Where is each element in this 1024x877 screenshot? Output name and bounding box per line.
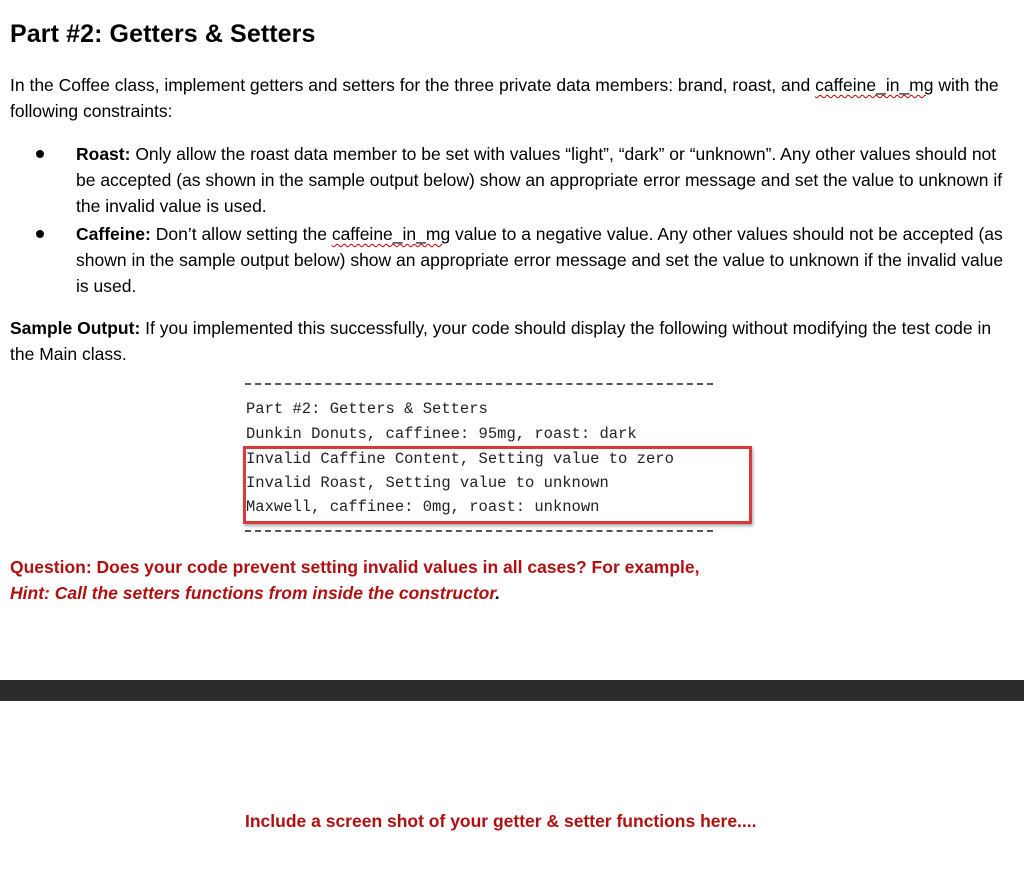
intro-text-before: In the Coffee class, implement getters and setters for the three private data members: brand, roast, and (10, 75, 816, 95)
highlight-box (243, 446, 752, 524)
caffeine-text-after: value to a negative value. Any other values should not be accepted (as shown in the sample output below) show an appropriate error message and set the value to unknown if the invalid value is used. (76, 224, 1004, 296)
roast-text: Only allow the roast data member to be set with values “light”, “dark” or “unknown”. Any other values should not be accepted (as shown in the sample output below) show an appropriate error message and set the value to unknown if the invalid value is used. (76, 144, 1003, 216)
page-separator-bar (0, 680, 1024, 701)
question-text: Question: Does your code prevent setting invalid values in all cases? For example, (10, 557, 700, 577)
console-divider-bottom (245, 530, 713, 532)
constraints-list (0, 141, 1010, 301)
sample-output-text: If you implemented this successfully, your code should display the following without modifying the test code in the Main class. (10, 318, 992, 364)
bullet-icon (36, 150, 44, 158)
intro-member-name: caffeine_in_mg (815, 75, 934, 95)
include-screenshot-prompt: Include a screen shot of your getter & setter functions here.... (245, 811, 757, 831)
caffeine-label: Caffeine: (76, 224, 151, 244)
console-line: Invalid Roast, Setting value to unknown (246, 474, 609, 492)
console-line: Part #2: Getters & Setters (246, 400, 488, 418)
roast-label: Roast: (76, 144, 131, 164)
sample-output-label: Sample Output: (10, 318, 141, 338)
question-block (10, 554, 1010, 606)
console-divider-top (245, 383, 713, 385)
hint-text: Hint: Call the setters functions from inside the constructor (10, 583, 496, 603)
intro-paragraph (10, 72, 1010, 124)
console-line: Maxwell, caffinee: 0mg, roast: unknown (246, 498, 600, 516)
intro-text-after: with the following constraints: (10, 75, 999, 121)
page-title: Part #2: Getters & Setters (10, 20, 316, 48)
caffeine-text-before: Don’t allow setting the (150, 224, 332, 244)
bullet-icon (36, 230, 44, 238)
list-item-caffeine (0, 221, 1010, 299)
console-line: Dunkin Donuts, caffinee: 95mg, roast: dark (246, 425, 637, 443)
console-line: Invalid Caffine Content, Setting value to zero (246, 450, 674, 468)
caffeine-member-name: caffeine_in_mg (331, 224, 451, 244)
hint-period: . (495, 583, 501, 603)
list-item-roast (0, 141, 1010, 219)
sample-output-paragraph (10, 315, 1010, 367)
